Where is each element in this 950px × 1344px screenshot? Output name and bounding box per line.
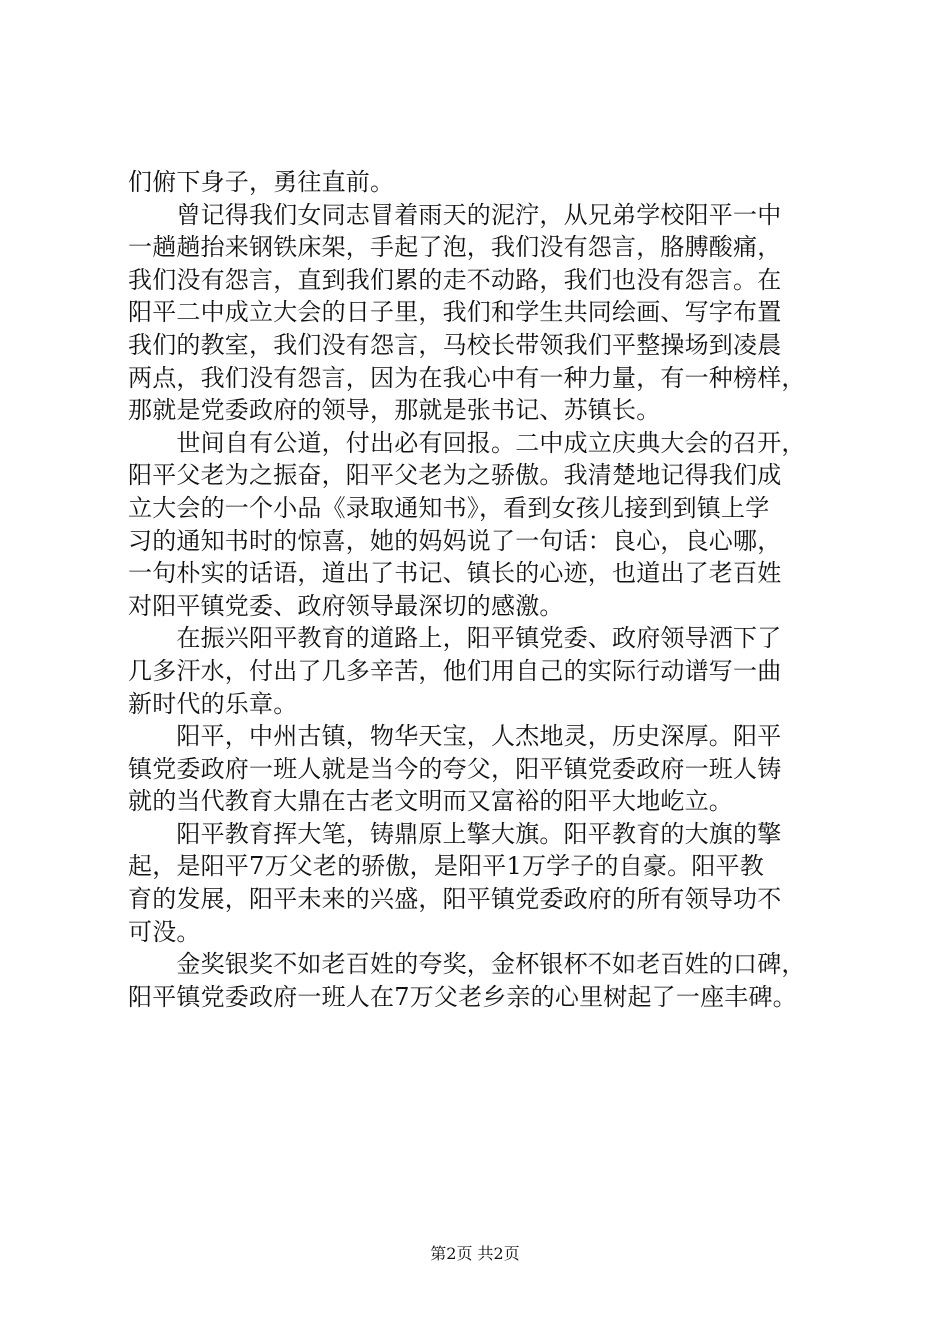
text-line: 一句朴实的话语，道出了书记、镇长的心迹，也道出了老百姓 bbox=[128, 559, 782, 588]
text-line: 曾记得我们女同志冒着雨天的泥泞，从兄弟学校阳平一中 bbox=[128, 200, 782, 229]
text-line: 就的当代教育大鼎在古老文明而又富裕的阳平大地屹立。 bbox=[128, 787, 733, 816]
text-line: 阳平，中州古镇，物华天宝，人杰地灵，历史深厚。阳平 bbox=[128, 722, 782, 751]
text-line: 一趟趟抬来钢铁床架，手起了泡，我们没有怨言，胳膊酸痛， bbox=[128, 233, 782, 262]
text-line: 我们的教室，我们没有怨言，马校长带领我们平整操场到凌晨 bbox=[128, 330, 782, 359]
text-line: 阳平二中成立大会的日子里，我们和学生共同绘画、写字布置 bbox=[128, 298, 782, 327]
text-line: 阳平父老为之振奋，阳平父老为之骄傲。我清楚地记得我们成 bbox=[128, 461, 782, 490]
text-line: 立大会的一个小品《录取通知书》，看到女孩儿接到到镇上学 bbox=[128, 493, 770, 522]
page-number: 第2页 共2页 bbox=[430, 1244, 520, 1263]
document-body bbox=[128, 166, 850, 1013]
text-line: 阳平镇党委政府一班人在7万父老乡亲的心里树起了一座丰碑。 bbox=[128, 982, 797, 1011]
text-line: 新时代的乐章。 bbox=[128, 689, 298, 718]
text-line: 在振兴阳平教育的道路上，阳平镇党委、政府领导洒下了 bbox=[128, 624, 782, 653]
text-line: 我们没有怨言，直到我们累的走不动路，我们也没有怨言。在 bbox=[128, 265, 782, 294]
text-line: 世间自有公道，付出必有回报。二中成立庆典大会的召开， bbox=[128, 428, 806, 457]
text-line: 金奖银奖不如老百姓的夸奖，金杯银杯不如老百姓的口碑， bbox=[128, 950, 806, 979]
text-line: 对阳平镇党委、政府领导最深切的感激。 bbox=[128, 591, 564, 620]
text-line: 起，是阳平7万父老的骄傲，是阳平1万学子的自豪。阳平教 bbox=[128, 852, 764, 881]
text-line: 可没。 bbox=[128, 917, 201, 946]
text-line: 两点，我们没有怨言，因为在我心中有一种力量，有一种榜样， bbox=[128, 363, 806, 392]
text-line: 习的通知书时的惊喜，她的妈妈说了一句话：良心，良心哪， bbox=[128, 526, 782, 555]
text-line: 几多汗水，付出了几多辛苦，他们用自己的实际行动谱写一曲 bbox=[128, 656, 782, 685]
page-footer bbox=[0, 1244, 950, 1264]
text-line: 们俯下身子，勇往直前。 bbox=[128, 168, 395, 196]
text-line: 阳平教育挥大笔，铸鼎原上擎大旗。阳平教育的大旗的擎 bbox=[128, 819, 782, 848]
text-line: 育的发展，阳平未来的兴盛，阳平镇党委政府的所有领导功不 bbox=[128, 885, 782, 914]
text-line: 镇党委政府一班人就是当今的夸父，阳平镇党委政府一班人铸 bbox=[128, 754, 782, 783]
text-line: 那就是党委政府的领导，那就是张书记、苏镇长。 bbox=[128, 396, 661, 425]
